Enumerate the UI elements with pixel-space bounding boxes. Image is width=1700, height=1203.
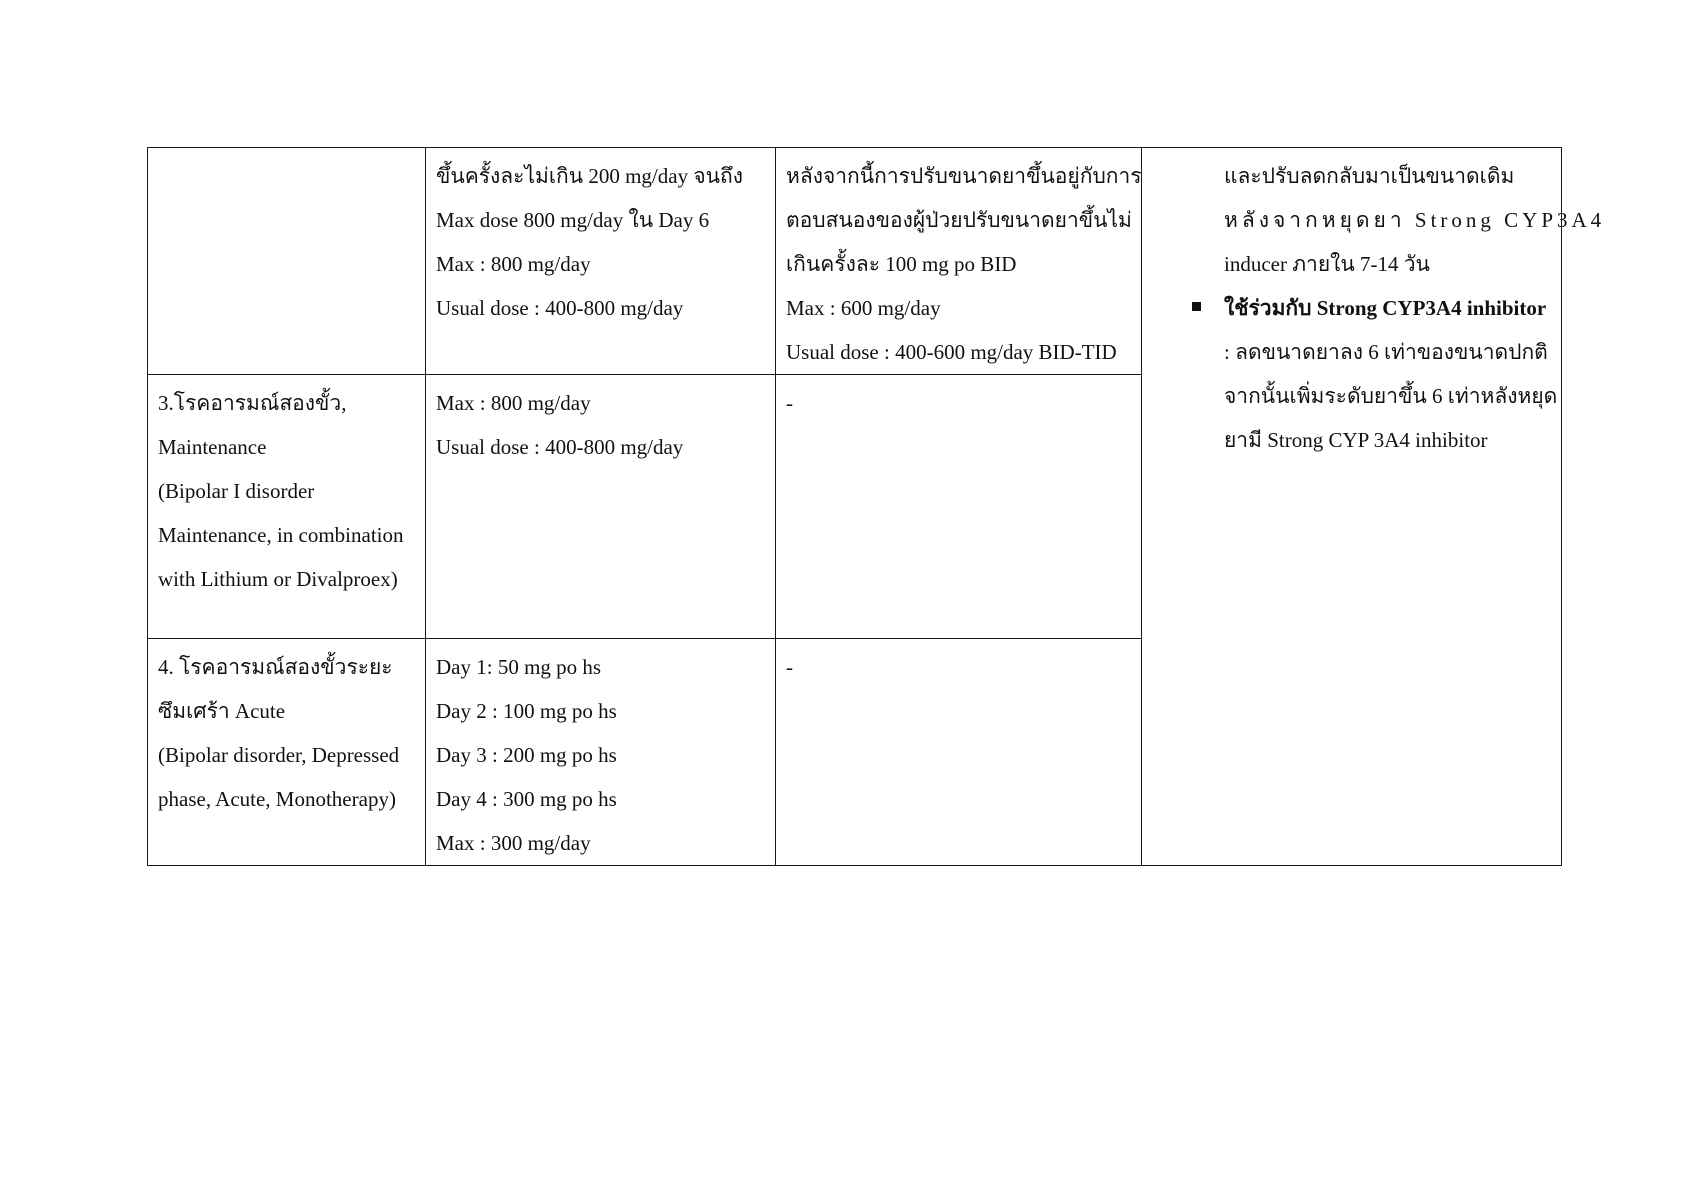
cell-text: Max : 600 mg/day xyxy=(786,296,941,320)
cell-text: (Bipolar I disorder xyxy=(158,479,315,503)
cell-text: Max : 800 mg/day xyxy=(436,391,591,415)
table-row xyxy=(148,148,1562,375)
note-text: หลังจากหยุดยา Strong CYP3A4 xyxy=(1224,208,1606,232)
dosage-cell xyxy=(426,148,776,375)
note-text: และปรับลดกลับมาเป็นขนาดเดิม xyxy=(1224,164,1515,188)
dosage-cell-alt xyxy=(776,148,1142,375)
cell-text: 4. โรคอารมณ์สองขั้วระยะ xyxy=(158,655,393,679)
cell-text: Day 2 : 100 mg po hs xyxy=(436,699,617,723)
notes-cell xyxy=(1142,148,1606,866)
dosage-cell-alt xyxy=(776,375,1142,639)
cell-text: ซึมเศร้า Acute xyxy=(158,699,286,723)
note-text: : ลดขนาดยาลง 6 เท่าของขนาดปกติ xyxy=(1224,340,1548,364)
cell-text: Max : 300 mg/day xyxy=(436,831,591,855)
cell-text: - xyxy=(786,655,793,679)
cell-text: เกินครั้งละ 100 mg po BID xyxy=(786,252,1017,276)
cell-text: ขึ้นครั้งละไม่เกิน 200 mg/day จนถึง xyxy=(436,164,743,188)
cell-text: Maintenance xyxy=(158,435,267,459)
dosage-table xyxy=(147,147,1606,866)
cell-text: Maintenance, in combination xyxy=(158,523,404,547)
note-text: ยามี Strong CYP 3A4 inhibitor xyxy=(1224,428,1488,452)
cell-text: phase, Acute, Monotherapy) xyxy=(158,787,396,811)
dosage-cell xyxy=(426,375,776,639)
cell-text: 3.โรคอารมณ์สองขั้ว, xyxy=(158,391,347,415)
indication-cell xyxy=(148,639,426,866)
cell-text: Max dose 800 mg/day ใน Day 6 xyxy=(436,208,710,232)
square-bullet-icon xyxy=(1192,302,1201,311)
cell-text: with Lithium or Divalproex) xyxy=(158,567,398,591)
dosage-cell xyxy=(426,639,776,866)
cell-text: ตอบสนองของผู้ป่วยปรับขนาดยาขึ้นไม่ xyxy=(786,208,1132,232)
note-text: inducer ภายใน 7-14 วัน xyxy=(1224,252,1430,276)
dosage-cell-alt xyxy=(776,639,1142,866)
indication-cell xyxy=(148,148,426,375)
cell-text: Usual dose : 400-800 mg/day xyxy=(436,435,684,459)
cell-text: Usual dose : 400-600 mg/day BID-TID xyxy=(786,340,1117,364)
cell-text: Day 3 : 200 mg po hs xyxy=(436,743,617,767)
bullet-item xyxy=(1160,286,1551,330)
bullet-title: ใช้ร่วมกับ Strong CYP3A4 inhibitor xyxy=(1224,296,1547,320)
cell-text: หลังจากนี้การปรับขนาดยาขึ้นอยู่กับการ xyxy=(786,164,1142,188)
note-text: จากนั้นเพิ่มระดับยาขึ้น 6 เท่าหลังหยุด xyxy=(1224,384,1558,408)
cell-text: (Bipolar disorder, Depressed xyxy=(158,743,400,767)
cell-text: Max : 800 mg/day xyxy=(436,252,591,276)
cell-text: Day 4 : 300 mg po hs xyxy=(436,787,617,811)
indication-cell xyxy=(148,375,426,639)
cell-text: - xyxy=(786,391,793,415)
cell-text: Usual dose : 400-800 mg/day xyxy=(436,296,684,320)
cell-text: Day 1: 50 mg po hs xyxy=(436,655,602,679)
